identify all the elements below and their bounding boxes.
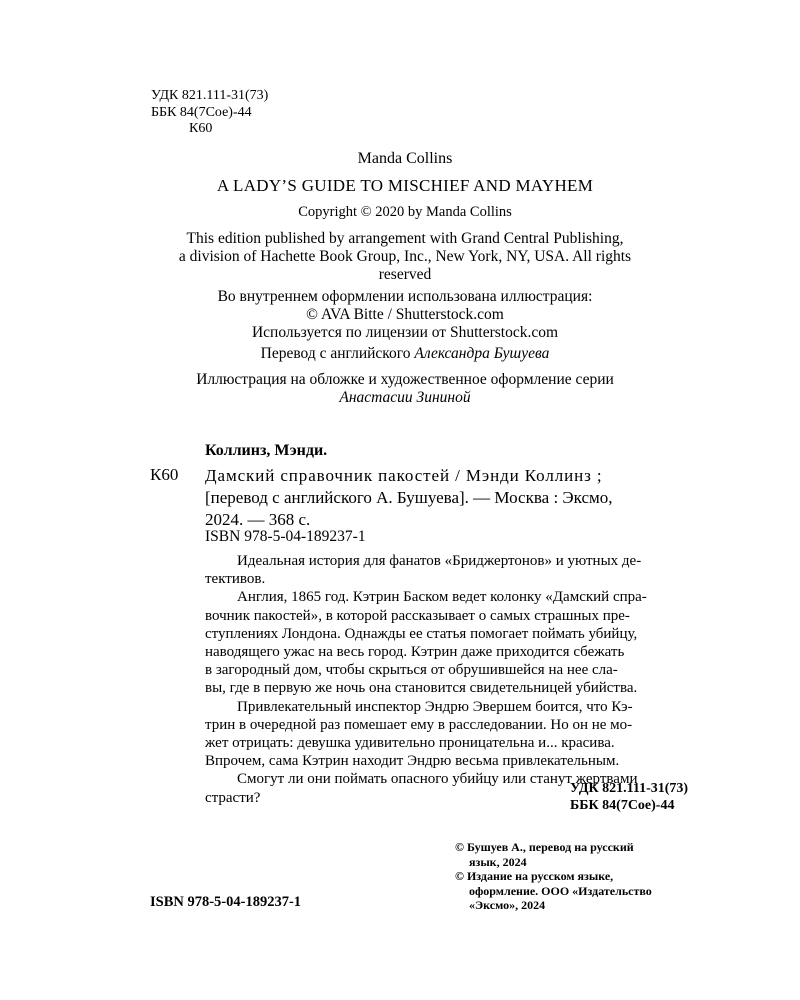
isbn-record: ISBN 978-5-04-189237-1 bbox=[205, 528, 366, 545]
copyright-line: © Бушуев А., перевод на русский bbox=[455, 840, 634, 854]
bbk-code: ББК 84(7Сое)-44 bbox=[151, 104, 252, 120]
udk-header-block bbox=[151, 88, 268, 138]
bibliographic-code: К60 bbox=[150, 465, 179, 484]
annotation-paragraph bbox=[205, 552, 727, 588]
illustration-line: © AVA Bitte / Shutterstock.com bbox=[306, 306, 504, 323]
illustration-credit bbox=[150, 288, 660, 342]
copyright-line: «Эксмо», 2024 bbox=[469, 898, 546, 912]
cover-credit bbox=[150, 371, 660, 407]
bbk-code: ББК 84(7Сое)-44 bbox=[570, 798, 675, 813]
annotation-line: Идеальная история для фанатов «Бриджертонов» и уютных де- bbox=[237, 553, 642, 569]
bibliographic-line: Дамский справочник пакостей / Мэнди Коллинз ; bbox=[205, 466, 603, 485]
bibliographic-author: Коллинз, Мэнди. bbox=[205, 442, 328, 459]
translator-name: Александра Бушуева bbox=[414, 345, 550, 362]
edition-line: reserved bbox=[378, 266, 432, 283]
edition-line: a division of Hachette Book Group, Inc., New York, NY, USA. All rights bbox=[178, 248, 632, 265]
cover-credit-line: Иллюстрация на обложке и художественное оформление серии bbox=[196, 371, 614, 388]
edition-notice bbox=[150, 230, 660, 284]
udk-code: УДК 821.111-31(73) bbox=[570, 781, 689, 796]
translation-prefix: Перевод с английского bbox=[260, 345, 415, 362]
annotation-line: ступлениях Лондона. Однажды ее статья помогает поймать убийцу, bbox=[205, 625, 638, 642]
annotation-line: Впрочем, сама Кэтрин находит Эндрю весьма привлекательным. bbox=[205, 753, 620, 770]
annotation-line: Привлекательный инспектор Эндрю Эвершем боится, что Кэ- bbox=[237, 698, 633, 715]
copyright-line: язык, 2024 bbox=[469, 854, 527, 869]
author-mark: К60 bbox=[189, 121, 213, 136]
copyright-line: © Издание на русском языке, bbox=[455, 869, 614, 883]
annotation-paragraph bbox=[205, 698, 727, 771]
translation-credit bbox=[150, 345, 660, 363]
annotation-line: наводящего ужас на весь город. Кэтрин даже приходится сбежать bbox=[205, 644, 625, 661]
illustration-line: Используется по лицензии от Shutterstock.com bbox=[251, 324, 559, 341]
isbn-footer: ISBN 978-5-04-189237-1 bbox=[150, 894, 302, 910]
annotation-line: жет отрицать: девушка удивительно проницательна и... красива. bbox=[205, 735, 615, 752]
annotation-line: тективов. bbox=[205, 571, 266, 588]
annotation-line: вы, где в первую же ночь она становится свидетельницей убийства. bbox=[205, 680, 638, 697]
edition-line: This edition published by arrangement with Grand Central Publishing, bbox=[186, 230, 624, 247]
annotation-paragraph bbox=[205, 588, 727, 697]
annotation-line: Смогут ли они поймать опасного убийцу или станут жертвами bbox=[237, 771, 638, 788]
illustration-line: Во внутреннем оформлении использована иллюстрация: bbox=[217, 288, 593, 305]
bibliographic-line: 2024. — 368 с. bbox=[205, 510, 311, 529]
cover-artist-name: Анастасии Зининой bbox=[339, 389, 471, 406]
bibliographic-line: [перевод с английского А. Бушуева]. — Москва : Эксмо, bbox=[205, 488, 613, 507]
annotation-line: трин в очередной раз помешает ему в расследовании. Но он не мо- bbox=[205, 716, 633, 733]
udk-code: УДК 821.111-31(73) bbox=[151, 88, 269, 103]
original-author: Manda Collins bbox=[357, 150, 453, 167]
bibliographic-description bbox=[205, 465, 725, 531]
annotation bbox=[205, 552, 727, 807]
russian-copyright bbox=[455, 840, 652, 913]
original-title: A LADY’S GUIDE TO MISCHIEF AND MAYHEM bbox=[216, 176, 594, 195]
annotation-line: в загородный дом, чтобы скрыться от обрушившейся на нее сла- bbox=[205, 662, 618, 679]
copyright-line: оформление. ООО «Издательство bbox=[469, 883, 652, 898]
annotation-line: страсти? bbox=[205, 789, 261, 806]
annotation-line: вочник пакостей», в которой рассказывает о самых страшных пре- bbox=[205, 607, 630, 624]
udk-footer-block bbox=[570, 780, 688, 814]
original-copyright: Copyright © 2020 by Manda Collins bbox=[298, 204, 512, 220]
annotation-line: Англия, 1865 год. Кэтрин Баском ведет колонку «Дамский спра- bbox=[237, 589, 647, 606]
